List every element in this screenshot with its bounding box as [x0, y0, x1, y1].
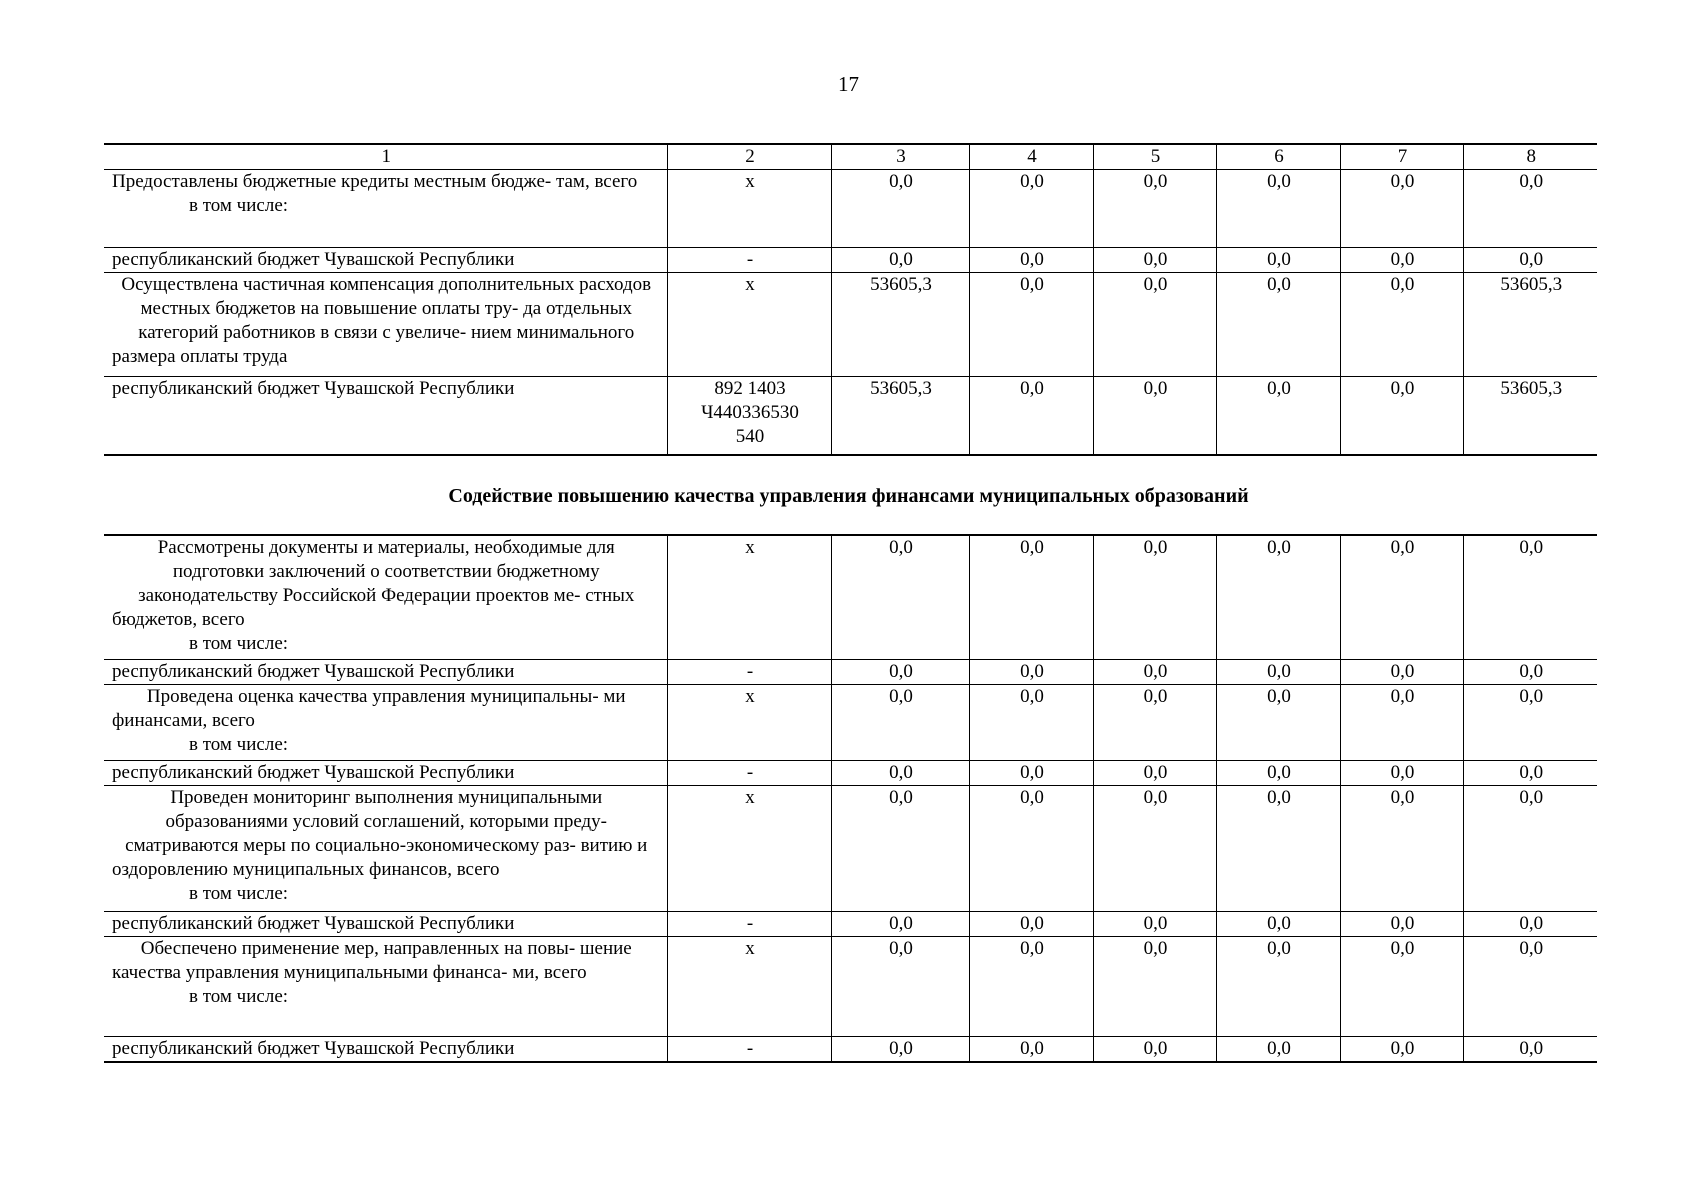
value-cell: 0,0 — [969, 170, 1093, 248]
code-cell: x — [667, 785, 831, 911]
value-cell: 0,0 — [969, 248, 1093, 273]
value-cell: 0,0 — [1093, 535, 1216, 659]
code-cell: x — [667, 936, 831, 1036]
value-cell: 0,0 — [969, 377, 1093, 455]
code-cell: x — [667, 535, 831, 659]
row-description: республиканский бюджет Чувашской Республики — [104, 1036, 667, 1062]
row-text: Предоставлены бюджетные кредиты местным бюдже- там, всего — [112, 171, 638, 192]
value-cell: 0,0 — [1093, 1036, 1216, 1062]
value-cell: 0,0 — [969, 911, 1093, 936]
table-row — [104, 684, 1597, 760]
value-cell: 0,0 — [969, 684, 1093, 760]
value-cell: 0,0 — [1463, 760, 1597, 785]
value-cell: 0,0 — [1340, 1036, 1463, 1062]
value-cell: 0,0 — [1463, 248, 1597, 273]
row-description — [104, 535, 667, 659]
value-cell: 53605,3 — [1463, 377, 1597, 455]
table-row — [104, 760, 1597, 785]
budget-code-line: 540 — [735, 426, 765, 447]
value-cell: 0,0 — [969, 1036, 1093, 1062]
value-cell: 0,0 — [831, 659, 969, 684]
column-header: 2 — [667, 144, 831, 170]
column-header: 7 — [1340, 144, 1463, 170]
table-row — [104, 659, 1597, 684]
value-cell: 0,0 — [1340, 785, 1463, 911]
value-cell: 0,0 — [1340, 760, 1463, 785]
code-cell: x — [667, 170, 831, 248]
sub-label: в том числе: — [189, 633, 289, 654]
row-text: Рассмотрены документы и материалы, необходимые для подготовки заключений о соответствии бюджетному законодательству Российской Федерации проектов ме- стных бюджетов, всего — [112, 537, 635, 630]
row-description: Осуществлена частичная компенсация дополнительных расходов местных бюджетов на повышение оплаты тру- да отдельных категорий работников в связи с увеличе- нием минимального размера оплаты труда — [104, 273, 667, 377]
value-cell: 0,0 — [1463, 684, 1597, 760]
value-cell: 53605,3 — [1463, 273, 1597, 377]
value-cell: 0,0 — [1340, 273, 1463, 377]
row-description — [104, 170, 667, 248]
table-row — [104, 273, 1597, 377]
value-cell: 0,0 — [1340, 377, 1463, 455]
value-cell: 0,0 — [1463, 911, 1597, 936]
row-text: Проведен мониторинг выполнения муниципальными образованиями условий соглашений, которыми преду- сматриваются меры по социально-экономическому раз- витию и оздоровлению муниципальных финансов, всего — [112, 786, 648, 880]
row-text: Обеспечено применение мер, направленных на повы- шение качества управления муниципальными финанса- ми, всего — [112, 937, 632, 983]
value-cell: 0,0 — [831, 785, 969, 911]
value-cell: 0,0 — [1093, 170, 1216, 248]
value-cell: 0,0 — [1340, 911, 1463, 936]
row-description — [104, 684, 667, 760]
table-row — [104, 936, 1597, 1036]
budget-table-1 — [104, 143, 1597, 456]
row-description: республиканский бюджет Чувашской Республики — [104, 911, 667, 936]
value-cell: 0,0 — [1463, 535, 1597, 659]
value-cell: 0,0 — [1216, 936, 1340, 1036]
value-cell: 0,0 — [1216, 684, 1340, 760]
budget-table-2 — [104, 534, 1597, 1063]
page-number: 17 — [838, 72, 859, 96]
code-cell: - — [667, 911, 831, 936]
row-description: республиканский бюджет Чувашской Республики — [104, 248, 667, 273]
budget-code-line: 892 1403 — [714, 378, 786, 399]
value-cell: 0,0 — [1340, 170, 1463, 248]
value-cell: 0,0 — [1093, 911, 1216, 936]
value-cell: 0,0 — [1093, 377, 1216, 455]
value-cell: 0,0 — [1340, 535, 1463, 659]
row-description — [104, 785, 667, 911]
code-cell: - — [667, 1036, 831, 1062]
value-cell: 0,0 — [1093, 760, 1216, 785]
code-cell: - — [667, 760, 831, 785]
table-row — [104, 377, 1597, 455]
value-cell: 53605,3 — [831, 273, 969, 377]
table-row — [104, 248, 1597, 273]
value-cell: 0,0 — [1216, 911, 1340, 936]
value-cell: 0,0 — [969, 785, 1093, 911]
value-cell: 0,0 — [1340, 684, 1463, 760]
value-cell: 0,0 — [1463, 659, 1597, 684]
sub-label: в том числе: — [189, 985, 289, 1007]
value-cell: 0,0 — [831, 1036, 969, 1062]
value-cell: 53605,3 — [831, 377, 969, 455]
code-cell: x — [667, 273, 831, 377]
column-header: 8 — [1463, 144, 1597, 170]
value-cell: 0,0 — [831, 936, 969, 1036]
value-cell: 0,0 — [1216, 785, 1340, 911]
table-row — [104, 911, 1597, 936]
value-cell: 0,0 — [1340, 659, 1463, 684]
value-cell: 0,0 — [1216, 535, 1340, 659]
value-cell: 0,0 — [1093, 684, 1216, 760]
value-cell: 0,0 — [1463, 1036, 1597, 1062]
value-cell: 0,0 — [1216, 377, 1340, 455]
table-row — [104, 785, 1597, 911]
row-description: республиканский бюджет Чувашской Республики — [104, 760, 667, 785]
code-cell — [667, 377, 831, 455]
value-cell: 0,0 — [1340, 248, 1463, 273]
value-cell: 0,0 — [1463, 785, 1597, 911]
code-cell: - — [667, 248, 831, 273]
column-header: 5 — [1093, 144, 1216, 170]
value-cell: 0,0 — [1093, 273, 1216, 377]
value-cell: 0,0 — [831, 170, 969, 248]
value-cell: 0,0 — [1216, 1036, 1340, 1062]
row-description — [104, 936, 667, 1036]
table-row — [104, 170, 1597, 248]
column-header: 3 — [831, 144, 969, 170]
column-header: 6 — [1216, 144, 1340, 170]
value-cell: 0,0 — [831, 248, 969, 273]
value-cell: 0,0 — [1216, 760, 1340, 785]
value-cell: 0,0 — [1093, 659, 1216, 684]
value-cell: 0,0 — [1463, 936, 1597, 1036]
value-cell: 0,0 — [1463, 170, 1597, 248]
sub-label: в том числе: — [189, 882, 289, 904]
value-cell: 0,0 — [831, 760, 969, 785]
value-cell: 0,0 — [969, 535, 1093, 659]
budget-code-line: Ч440336530 — [701, 402, 799, 423]
value-cell: 0,0 — [831, 535, 969, 659]
value-cell: 0,0 — [831, 684, 969, 760]
value-cell: 0,0 — [969, 273, 1093, 377]
value-cell: 0,0 — [1340, 936, 1463, 1036]
value-cell: 0,0 — [1093, 936, 1216, 1036]
value-cell: 0,0 — [1216, 659, 1340, 684]
code-cell: x — [667, 684, 831, 760]
value-cell: 0,0 — [831, 911, 969, 936]
column-header: 1 — [104, 144, 667, 170]
value-cell: 0,0 — [969, 659, 1093, 684]
sub-label: в том числе: — [189, 733, 289, 755]
value-cell: 0,0 — [969, 760, 1093, 785]
value-cell: 0,0 — [1216, 170, 1340, 248]
value-cell: 0,0 — [1216, 273, 1340, 377]
column-header: 4 — [969, 144, 1093, 170]
row-description: республиканский бюджет Чувашской Республики — [104, 659, 667, 684]
code-cell: - — [667, 659, 831, 684]
table-row — [104, 1036, 1597, 1062]
value-cell: 0,0 — [1093, 785, 1216, 911]
row-description: республиканский бюджет Чувашской Республики — [104, 377, 667, 455]
row-text: Проведена оценка качества управления муниципальны- ми финансами, всего — [112, 685, 626, 731]
table-row — [104, 535, 1597, 659]
value-cell: 0,0 — [1216, 248, 1340, 273]
column-header-row — [104, 144, 1597, 170]
section-title: Содействие повышению качества управления финансами муниципальных образований — [448, 485, 1249, 507]
value-cell: 0,0 — [1093, 248, 1216, 273]
value-cell: 0,0 — [969, 936, 1093, 1036]
sub-label: в том числе: — [189, 195, 289, 216]
